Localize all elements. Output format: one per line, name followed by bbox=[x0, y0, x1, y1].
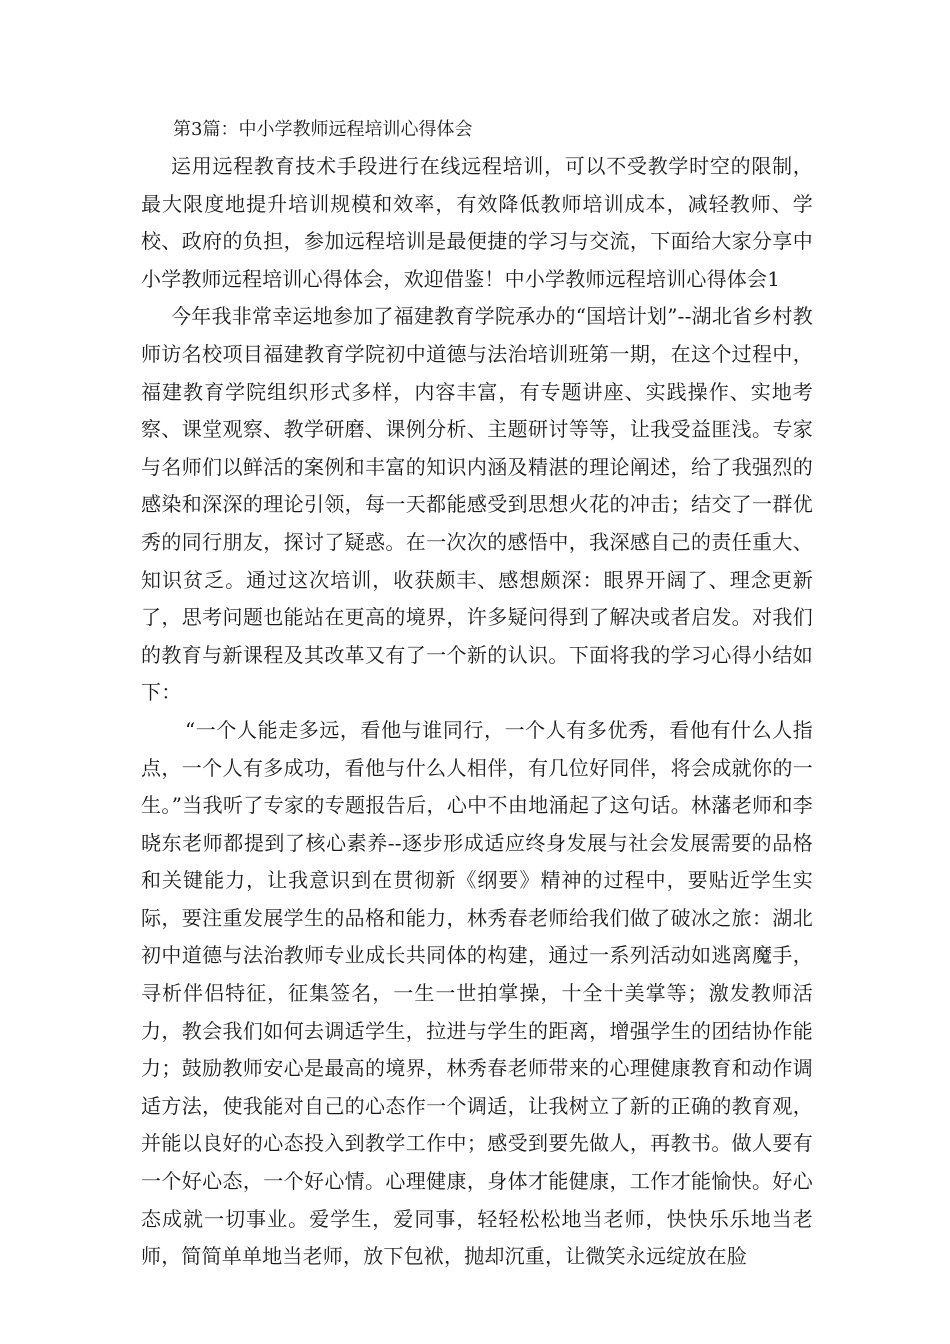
section-heading: 第3篇：中小学教师远程培训心得体会 bbox=[173, 119, 473, 140]
document-body bbox=[141, 118, 813, 1276]
paragraph-quote-reflection: “一个人能走多远，看他与谁同行，一个人有多优秀，看他有什么人指点，一个人有多成功，看他与什么人相伴，有几位好同伴，将会成就你的一生。”当我听了专家的专题报告后，心中不由地涌起了这句话。林藩老师和李晓东老师都提到了核心素养--逐步形成适应终身发展与社会发展需要的品格和关键能力，让我意识到在贯彻新《纲要》精神的过程中，要贴近学生实际，要注重发展学生的品格和能力，林秀春老师给我们做了破冰之旅：湖北初中道德与法治教师专业成长共同体的构建，通过一系列活动如逃离魔手，寻析伴侣特征，征集签名，一生一世拍掌操，十全十美掌等；激发教师活力，教会我们如何去调适学生，拉进与学生的距离，增强学生的团结协作能力；鼓励教师安心是最高的境界，林秀春老师带来的心理健康教育和动作调适方法，使我能对自己的心态作一个调适，让我树立了新的正确的教育观，并能以良好的心态投入到教学工作中；感受到要先做人，再教书。做人要有一个好心态，一个好心情。心理健康，身体才能健康，工作才能愉快。好心态成就一切事业。爱学生，爱同事，轻轻松松地当老师，快快乐乐地当老师，简简单单地当老师，放下包袱，抛却沉重，让微笑永远绽放在脸 bbox=[141, 717, 813, 1269]
paragraph-intro: 运用远程教育技术手段进行在线远程培训，可以不受教学时空的限制，最大限度地提升培训规模和效率，有效降低教师培训成本，减轻教师、学校、政府的负担，参加远程培训是最便捷的学习与交流，下面给大家分享中小学教师远程培训心得体会，欢迎借鉴！中小学教师远程培训心得体会1 bbox=[141, 154, 813, 291]
paragraph-training-experience: 今年我非常幸运地参加了福建教育学院承办的“国培计划”--湖北省乡村教师访名校项目福建教育学院初中道德与法治培训班第一期，在这个过程中，福建教育学院组织形式多样，内容丰富，有专题讲座、实践操作、实地考察、课堂观察、教学研磨、课例分析、主题研讨等等，让我受益匪浅。专家与名师们以鲜活的案例和丰富的知识内涵及精湛的理论阐述，给了我强烈的感染和深深的理论引领，每一天都能感受到思想火花的冲击；结交了一群优秀的同行朋友，探讨了疑惑。在一次次的感悟中，我深感自己的责任重大、知识贫乏。通过这次培训，收获颇丰、感想颇深：眼界开阔了、理念更新了，思考问题也能站在更高的境界，许多疑问得到了解决或者启发。对我们的教育与新课程及其改革又有了一个新的认识。下面将我的学习心得小结如下： bbox=[141, 304, 813, 705]
